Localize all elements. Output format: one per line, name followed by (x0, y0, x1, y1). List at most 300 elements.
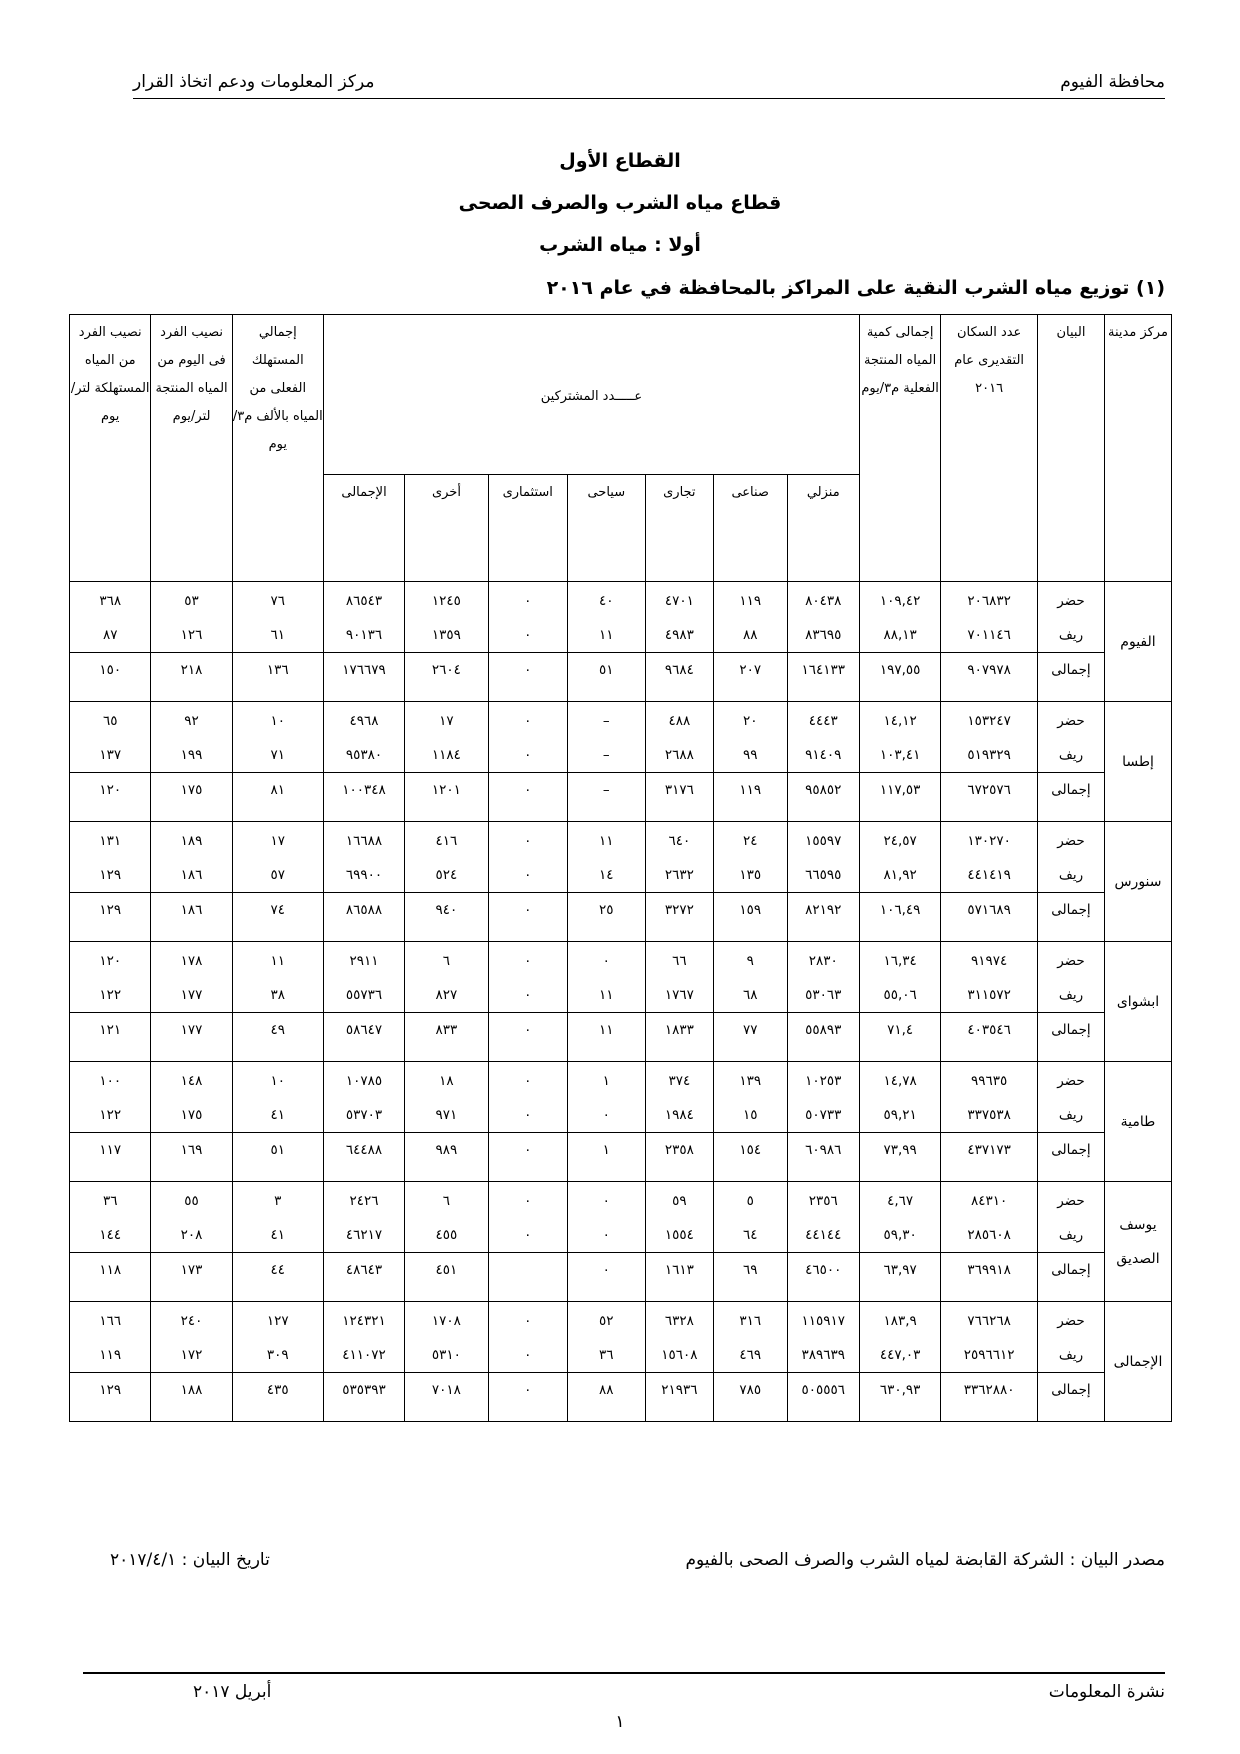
total-value-statement: إجمالى (1051, 1142, 1091, 1158)
value-investment: ٠ (524, 867, 532, 883)
cell-tourist (567, 582, 645, 653)
cell-population (941, 702, 1038, 773)
total-value-produced: ١١٧,٥٣ (879, 782, 921, 798)
cell-share-consumed (70, 942, 151, 1013)
value-commercial: ١٥٥٤ (664, 1227, 694, 1243)
cell-population (941, 1182, 1038, 1253)
value-share-produced: ١٨٩ (180, 833, 203, 849)
value-share-consumed: ١٠٠ (99, 1073, 122, 1089)
value-share-consumed: ١٣١ (99, 833, 122, 849)
total-value-consumed: ٤٤ (270, 1262, 286, 1278)
total-value-statement: إجمالى (1051, 902, 1091, 918)
value-share-consumed: ٣٦ (102, 1193, 118, 1209)
cell-investment (488, 1062, 567, 1133)
value-total: ٥٥٧٣٦ (345, 987, 383, 1003)
value-investment: ٠ (524, 1107, 532, 1123)
value-share-consumed: ١٢٩ (99, 867, 122, 883)
value-share-produced: ٥٣ (184, 593, 199, 609)
value-share-consumed: ١٣٧ (99, 747, 122, 763)
total-value-industrial: ٧٨٥ (739, 1382, 762, 1398)
value-domestic: ٨٠٤٣٨ (805, 593, 842, 609)
total-cell-share-produced (151, 1133, 232, 1182)
value-statement: ريف (1058, 1227, 1084, 1243)
value-other: ١٧٠٨ (431, 1313, 461, 1329)
value-industrial: ٩٩ (742, 747, 758, 763)
value-domestic: ٦٦٥٩٥ (805, 867, 842, 883)
cell-share-consumed (70, 822, 151, 893)
total-value-commercial: ٣٢٧٢ (664, 902, 694, 918)
col-other: أخرى (405, 475, 489, 582)
total-value-population: ٣٣٦٢٨٨٠ (963, 1382, 1015, 1398)
value-population: ٣١١٥٧٢ (967, 987, 1011, 1003)
total-cell-commercial (645, 1373, 713, 1422)
value-tourist: ١٤ (599, 867, 614, 883)
total-cell-investment (488, 653, 567, 702)
cell-produced (860, 942, 941, 1013)
col-industrial: صناعى (713, 475, 787, 582)
cell-tourist (567, 1182, 645, 1253)
total-value-industrial: ١٥٤ (739, 1142, 762, 1158)
value-total: ٩٠١٣٦ (345, 627, 383, 643)
value-population: ٧٠١١٤٦ (967, 627, 1011, 643)
value-consumed: ٤١ (270, 1107, 286, 1123)
col-statement: البيان (1037, 315, 1104, 582)
cell-share-produced (151, 942, 232, 1013)
center-name-cell: يوسف الصديق (1104, 1182, 1171, 1302)
value-consumed: ٥٧ (270, 867, 286, 883)
table-row-group (70, 1062, 1172, 1133)
value-share-consumed: ١٢٠ (99, 953, 122, 969)
value-produced: ١٤,١٢ (883, 713, 917, 729)
value-investment: ٠ (524, 833, 532, 849)
value-produced: ١٦,٣٤ (883, 953, 917, 969)
total-value-statement: إجمالى (1051, 662, 1091, 678)
center-name-cell: الفيوم (1104, 582, 1171, 702)
titles (0, 140, 1240, 266)
cell-total (323, 702, 404, 773)
value-share-consumed: ١٦٦ (99, 1313, 122, 1329)
value-share-consumed: ١٤٤ (99, 1227, 122, 1243)
cell-consumed (232, 942, 323, 1013)
value-domestic: ٥٣٠٦٣ (805, 987, 842, 1003)
total-cell-tourist (567, 1013, 645, 1062)
value-total: ١٦٦٨٨ (345, 833, 383, 849)
total-value-statement: إجمالى (1051, 1262, 1091, 1278)
value-consumed: ١١ (270, 953, 286, 969)
total-value-commercial: ١٦١٣ (664, 1262, 694, 1278)
value-domestic: ٥٠٧٣٣ (805, 1107, 842, 1123)
col-investment: استثمارى (488, 475, 567, 582)
value-commercial: ٢٦٨٨ (664, 747, 694, 763)
cell-share-consumed (70, 1302, 151, 1373)
total-value-consumed: ١٣٦ (266, 662, 289, 678)
value-consumed: ١٢٧ (266, 1313, 289, 1329)
value-produced: ٥٥,٠٦ (883, 987, 917, 1003)
cell-consumed (232, 1182, 323, 1253)
value-statement: حضر (1057, 953, 1085, 969)
total-value-total: ٨٦٥٨٨ (345, 902, 383, 918)
value-domestic: ١٥٥٩٧ (805, 833, 842, 849)
cell-other (405, 1062, 489, 1133)
value-tourist: ٤٠ (599, 593, 614, 609)
total-value-share-consumed: ١١٨ (99, 1262, 122, 1278)
value-population: ٩٩٦٣٥ (971, 1073, 1008, 1089)
cell-industrial (713, 822, 787, 893)
total-cell-commercial (645, 1253, 713, 1302)
total-cell-tourist (567, 1373, 645, 1422)
total-value-domestic: ٩٥٨٥٢ (805, 782, 842, 798)
cell-other (405, 1302, 489, 1373)
cell-tourist (567, 942, 645, 1013)
value-investment: ٠ (524, 1313, 532, 1329)
cell-commercial (645, 942, 713, 1013)
col-commercial: تجارى (645, 475, 713, 582)
section-title: القطاع الأول (559, 150, 681, 172)
total-cell-commercial (645, 1013, 713, 1062)
total-cell-total (323, 1373, 404, 1422)
total-cell-total (323, 1013, 404, 1062)
value-industrial: ١٣٥ (739, 867, 762, 883)
cell-domestic (787, 942, 860, 1013)
col-subscribers: عـــــدد المشتركين (323, 315, 859, 475)
total-value-tourist: ٥١ (599, 662, 614, 678)
value-share-produced: ١٤٨ (180, 1073, 203, 1089)
total-value-other: ٩٤٠ (435, 902, 458, 918)
total-cell-other (405, 1373, 489, 1422)
value-consumed: ١٠ (270, 713, 286, 729)
table-row-group (70, 702, 1172, 773)
value-domestic: ٢٣٥٦ (808, 1193, 838, 1209)
total-value-other: ٧٠١٨ (431, 1382, 461, 1398)
value-other: ٩٧١ (435, 1107, 458, 1123)
total-cell-population (941, 1373, 1038, 1422)
cell-domestic (787, 1302, 860, 1373)
total-value-produced: ٧١,٤ (887, 1022, 914, 1038)
value-commercial: ٤٧٠١ (664, 593, 694, 609)
cell-population (941, 822, 1038, 893)
cell-consumed (232, 1062, 323, 1133)
value-industrial: ٦٨ (742, 987, 758, 1003)
value-population: ٧٦٦٢٦٨ (967, 1313, 1011, 1329)
value-consumed: ٣ (274, 1193, 282, 1209)
total-cell-produced (860, 1373, 941, 1422)
value-industrial: ٩ (746, 953, 754, 969)
value-share-produced: ١٧٨ (180, 953, 203, 969)
cell-statement (1037, 582, 1104, 653)
value-total: ٤٦٢١٧ (345, 1227, 383, 1243)
cell-population (941, 1062, 1038, 1133)
value-other: ١١٨٤ (431, 747, 461, 763)
total-cell-tourist (567, 1133, 645, 1182)
total-cell-population (941, 653, 1038, 702)
value-share-produced: ١٧٥ (180, 1107, 203, 1123)
value-investment: ٠ (524, 1193, 532, 1209)
total-value-commercial: ٩٦٨٤ (664, 662, 694, 678)
total-value-population: ٩٠٧٩٧٨ (967, 662, 1011, 678)
total-cell-domestic (787, 893, 860, 942)
col-consumed: إجمالي المستهلك الفعلى من المياه بالألف م٣/يوم (232, 315, 323, 582)
cell-total (323, 582, 404, 653)
table-row-group (70, 1182, 1172, 1253)
total-value-investment: ٠ (524, 662, 532, 678)
value-share-produced: ٥٥ (184, 1193, 199, 1209)
value-investment: ٠ (524, 1227, 532, 1243)
cell-industrial (713, 1302, 787, 1373)
total-cell-produced (860, 653, 941, 702)
total-cell-share-consumed (70, 1253, 151, 1302)
value-tourist: ٥٢ (599, 1313, 614, 1329)
cell-consumed (232, 822, 323, 893)
total-cell-produced (860, 1133, 941, 1182)
col-total: الإجمالى (323, 475, 404, 582)
value-tourist: – (602, 747, 610, 763)
col-domestic: منزلي (787, 475, 860, 582)
value-industrial: ٨٨ (742, 627, 758, 643)
total-value-share-consumed: ١٥٠ (99, 662, 122, 678)
cell-investment (488, 942, 567, 1013)
value-industrial: ٣١٦ (739, 1313, 762, 1329)
cell-commercial (645, 702, 713, 773)
total-value-share-produced: ٢١٨ (180, 662, 203, 678)
value-consumed: ٧١ (270, 747, 286, 763)
total-value-industrial: ١٥٩ (739, 902, 762, 918)
value-tourist: ٠ (602, 953, 610, 969)
value-other: ٥٣١٠ (431, 1347, 461, 1363)
value-other: ٨٢٧ (435, 987, 458, 1003)
value-total: ٢٩١١ (349, 953, 379, 969)
total-value-domestic: ١٦٤١٣٣ (801, 662, 845, 678)
value-commercial: ٦٣٢٨ (664, 1313, 694, 1329)
subsection-title: أولا : مياه الشرب (539, 234, 701, 256)
page-number: ١ (615, 1712, 625, 1732)
total-cell-produced (860, 773, 941, 822)
total-cell-investment (488, 893, 567, 942)
value-commercial: ١٩٨٤ (664, 1107, 694, 1123)
value-produced: ٥٩,٢١ (883, 1107, 917, 1123)
value-statement: حضر (1057, 1313, 1085, 1329)
total-cell-statement (1037, 653, 1104, 702)
total-value-domestic: ٤٦٥٠٠ (805, 1262, 842, 1278)
value-commercial: ٤٩٨٣ (664, 627, 694, 643)
table-row-group (70, 1302, 1172, 1373)
value-statement: حضر (1057, 1073, 1085, 1089)
value-consumed: ٤١ (270, 1227, 286, 1243)
cell-tourist (567, 702, 645, 773)
value-total: ٤١١٠٧٢ (342, 1347, 386, 1363)
value-domestic: ٨٣٦٩٥ (805, 627, 842, 643)
value-share-consumed: ٦٥ (102, 713, 118, 729)
value-total: ٤٩٦٨ (349, 713, 379, 729)
total-value-tourist: ٨٨ (599, 1382, 614, 1398)
total-value-commercial: ٢١٩٣٦ (661, 1382, 698, 1398)
total-cell-domestic (787, 1013, 860, 1062)
cell-population (941, 1302, 1038, 1373)
total-value-population: ٣٦٩٩١٨ (967, 1262, 1011, 1278)
value-commercial: ٥٩ (672, 1193, 687, 1209)
total-value-tourist: – (602, 782, 610, 798)
value-tourist: ١١ (599, 627, 614, 643)
total-cell-share-consumed (70, 1133, 151, 1182)
value-population: ٩١٩٧٤ (971, 953, 1008, 969)
total-value-population: ٤٠٣٥٤٦ (967, 1022, 1011, 1038)
total-value-domestic: ٦٠٩٨٦ (805, 1142, 842, 1158)
cell-other (405, 702, 489, 773)
total-cell-tourist (567, 773, 645, 822)
cell-industrial (713, 582, 787, 653)
total-cell-domestic (787, 1133, 860, 1182)
total-value-other: ٢٦٠٤ (431, 662, 461, 678)
total-cell-investment (488, 1253, 567, 1302)
value-investment: ٠ (524, 627, 532, 643)
total-value-total: ٥٣٥٣٩٣ (342, 1382, 386, 1398)
col-share-consumed: نصيب الفرد من المياه المستهلكة لتر/يوم (70, 315, 151, 582)
value-population: ٢٠٦٨٣٢ (967, 593, 1011, 609)
center-name-cell: ابشواى (1104, 942, 1171, 1062)
value-population: ٣٣٧٥٣٨ (967, 1107, 1011, 1123)
col-share-produced: نصيب الفرد فى اليوم من المياه المنتجة لتر/يوم (151, 315, 232, 582)
cell-investment (488, 1182, 567, 1253)
value-share-produced: ١٧٢ (180, 1347, 203, 1363)
total-value-other: ١٢٠١ (431, 782, 461, 798)
total-cell-total (323, 653, 404, 702)
cell-commercial (645, 822, 713, 893)
total-value-commercial: ٣١٧٦ (664, 782, 694, 798)
total-cell-consumed (232, 1373, 323, 1422)
total-value-share-consumed: ١٢١ (99, 1022, 122, 1038)
value-population: ٢٨٥٦٠٨ (967, 1227, 1011, 1243)
total-value-investment: ٠ (524, 1022, 532, 1038)
value-produced: ٨١,٩٢ (883, 867, 917, 883)
value-tourist: ٠ (602, 1227, 610, 1243)
total-cell-share-consumed (70, 893, 151, 942)
total-value-consumed: ٤٣٥ (266, 1382, 289, 1398)
total-value-domestic: ٥٥٨٩٣ (805, 1022, 842, 1038)
total-cell-industrial (713, 1253, 787, 1302)
total-cell-industrial (713, 893, 787, 942)
total-cell-population (941, 1133, 1038, 1182)
value-statement: ريف (1058, 867, 1084, 883)
value-other: ٦ (442, 1193, 451, 1209)
total-cell-population (941, 893, 1038, 942)
total-cell-investment (488, 1133, 567, 1182)
cell-total (323, 942, 404, 1013)
total-value-share-consumed: ١٢٩ (99, 902, 122, 918)
value-commercial: ١٥٦٠٨ (661, 1347, 698, 1363)
value-industrial: ٢٤ (742, 833, 758, 849)
value-produced: ٥٩,٣٠ (883, 1227, 917, 1243)
total-value-share-produced: ١٦٩ (180, 1142, 203, 1158)
cell-population (941, 942, 1038, 1013)
value-consumed: ٣٠٩ (266, 1347, 289, 1363)
page-footer (83, 1672, 1165, 1702)
total-value-statement: إجمالى (1051, 1382, 1091, 1398)
total-value-share-consumed: ١١٧ (99, 1142, 122, 1158)
cell-total (323, 1302, 404, 1373)
value-tourist: ٠ (602, 1107, 610, 1123)
value-domestic: ٤٤١٤٤ (805, 1227, 842, 1243)
center-name-cell: إطسا (1104, 702, 1171, 822)
value-share-produced: ٢٤٠ (180, 1313, 203, 1329)
total-cell-consumed (232, 1013, 323, 1062)
total-value-share-produced: ١٧٣ (180, 1262, 203, 1278)
value-other: ١٣٥٩ (431, 627, 461, 643)
total-cell-share-consumed (70, 1013, 151, 1062)
value-statement: حضر (1057, 593, 1085, 609)
cell-statement (1037, 942, 1104, 1013)
total-cell-investment (488, 773, 567, 822)
total-value-other: ٩٨٩ (435, 1142, 458, 1158)
cell-consumed (232, 582, 323, 653)
total-cell-produced (860, 1013, 941, 1062)
value-statement: حضر (1057, 1193, 1085, 1209)
total-cell-domestic (787, 773, 860, 822)
total-value-total: ٤٨٦٤٣ (345, 1262, 383, 1278)
total-cell-industrial (713, 1133, 787, 1182)
total-value-produced: ١٩٧,٥٥ (879, 662, 921, 678)
col-tourist: سياحى (567, 475, 645, 582)
total-cell-other (405, 1013, 489, 1062)
value-other: ٦ (442, 953, 451, 969)
value-commercial: ٤٨٨ (668, 713, 691, 729)
total-value-investment: ٠ (524, 782, 532, 798)
total-cell-domestic (787, 653, 860, 702)
total-cell-share-produced (151, 653, 232, 702)
value-produced: ٤,٦٧ (887, 1193, 914, 1209)
total-value-industrial: ٢٠٧ (739, 662, 762, 678)
total-cell-population (941, 1013, 1038, 1062)
value-investment: ٠ (524, 593, 532, 609)
total-cell-statement (1037, 1373, 1104, 1422)
value-share-produced: ٩٢ (184, 713, 199, 729)
issue-date: أبريل ٢٠١٧ (193, 1682, 272, 1702)
cell-investment (488, 822, 567, 893)
total-value-statement: إجمالى (1051, 782, 1091, 798)
cell-other (405, 1182, 489, 1253)
value-statement: ريف (1058, 987, 1084, 1003)
total-value-total: ١٠٠٣٤٨ (342, 782, 386, 798)
total-value-population: ٦٧٢٥٧٦ (967, 782, 1011, 798)
value-investment: ٠ (524, 1347, 532, 1363)
cell-tourist (567, 822, 645, 893)
table-row-group (70, 822, 1172, 893)
total-value-other: ٤٥١ (435, 1262, 458, 1278)
value-investment: ٠ (524, 987, 532, 1003)
total-cell-produced (860, 1253, 941, 1302)
total-cell-population (941, 773, 1038, 822)
cell-domestic (787, 822, 860, 893)
cell-domestic (787, 702, 860, 773)
value-investment: ٠ (524, 953, 532, 969)
value-investment: ٠ (524, 747, 532, 763)
total-value-total: ٦٤٤٨٨ (345, 1142, 383, 1158)
bulletin-name: نشرة المعلومات (1048, 1682, 1165, 1702)
cell-industrial (713, 702, 787, 773)
cell-tourist (567, 1062, 645, 1133)
table-row-total (70, 653, 1172, 702)
value-statement: حضر (1057, 833, 1085, 849)
value-other: ١٢٤٥ (431, 593, 461, 609)
total-cell-share-produced (151, 1253, 232, 1302)
value-total: ٢٤٢٦ (349, 1193, 379, 1209)
col-population: عدد السكان التقديرى عام ٢٠١٦ (941, 315, 1038, 582)
page-header (133, 72, 1165, 99)
total-cell-domestic (787, 1373, 860, 1422)
cell-domestic (787, 582, 860, 653)
total-value-investment (489, 1253, 567, 1287)
total-cell-consumed (232, 893, 323, 942)
value-share-produced: ١٧٧ (180, 987, 203, 1003)
total-value-share-consumed: ١٢٠ (99, 782, 122, 798)
